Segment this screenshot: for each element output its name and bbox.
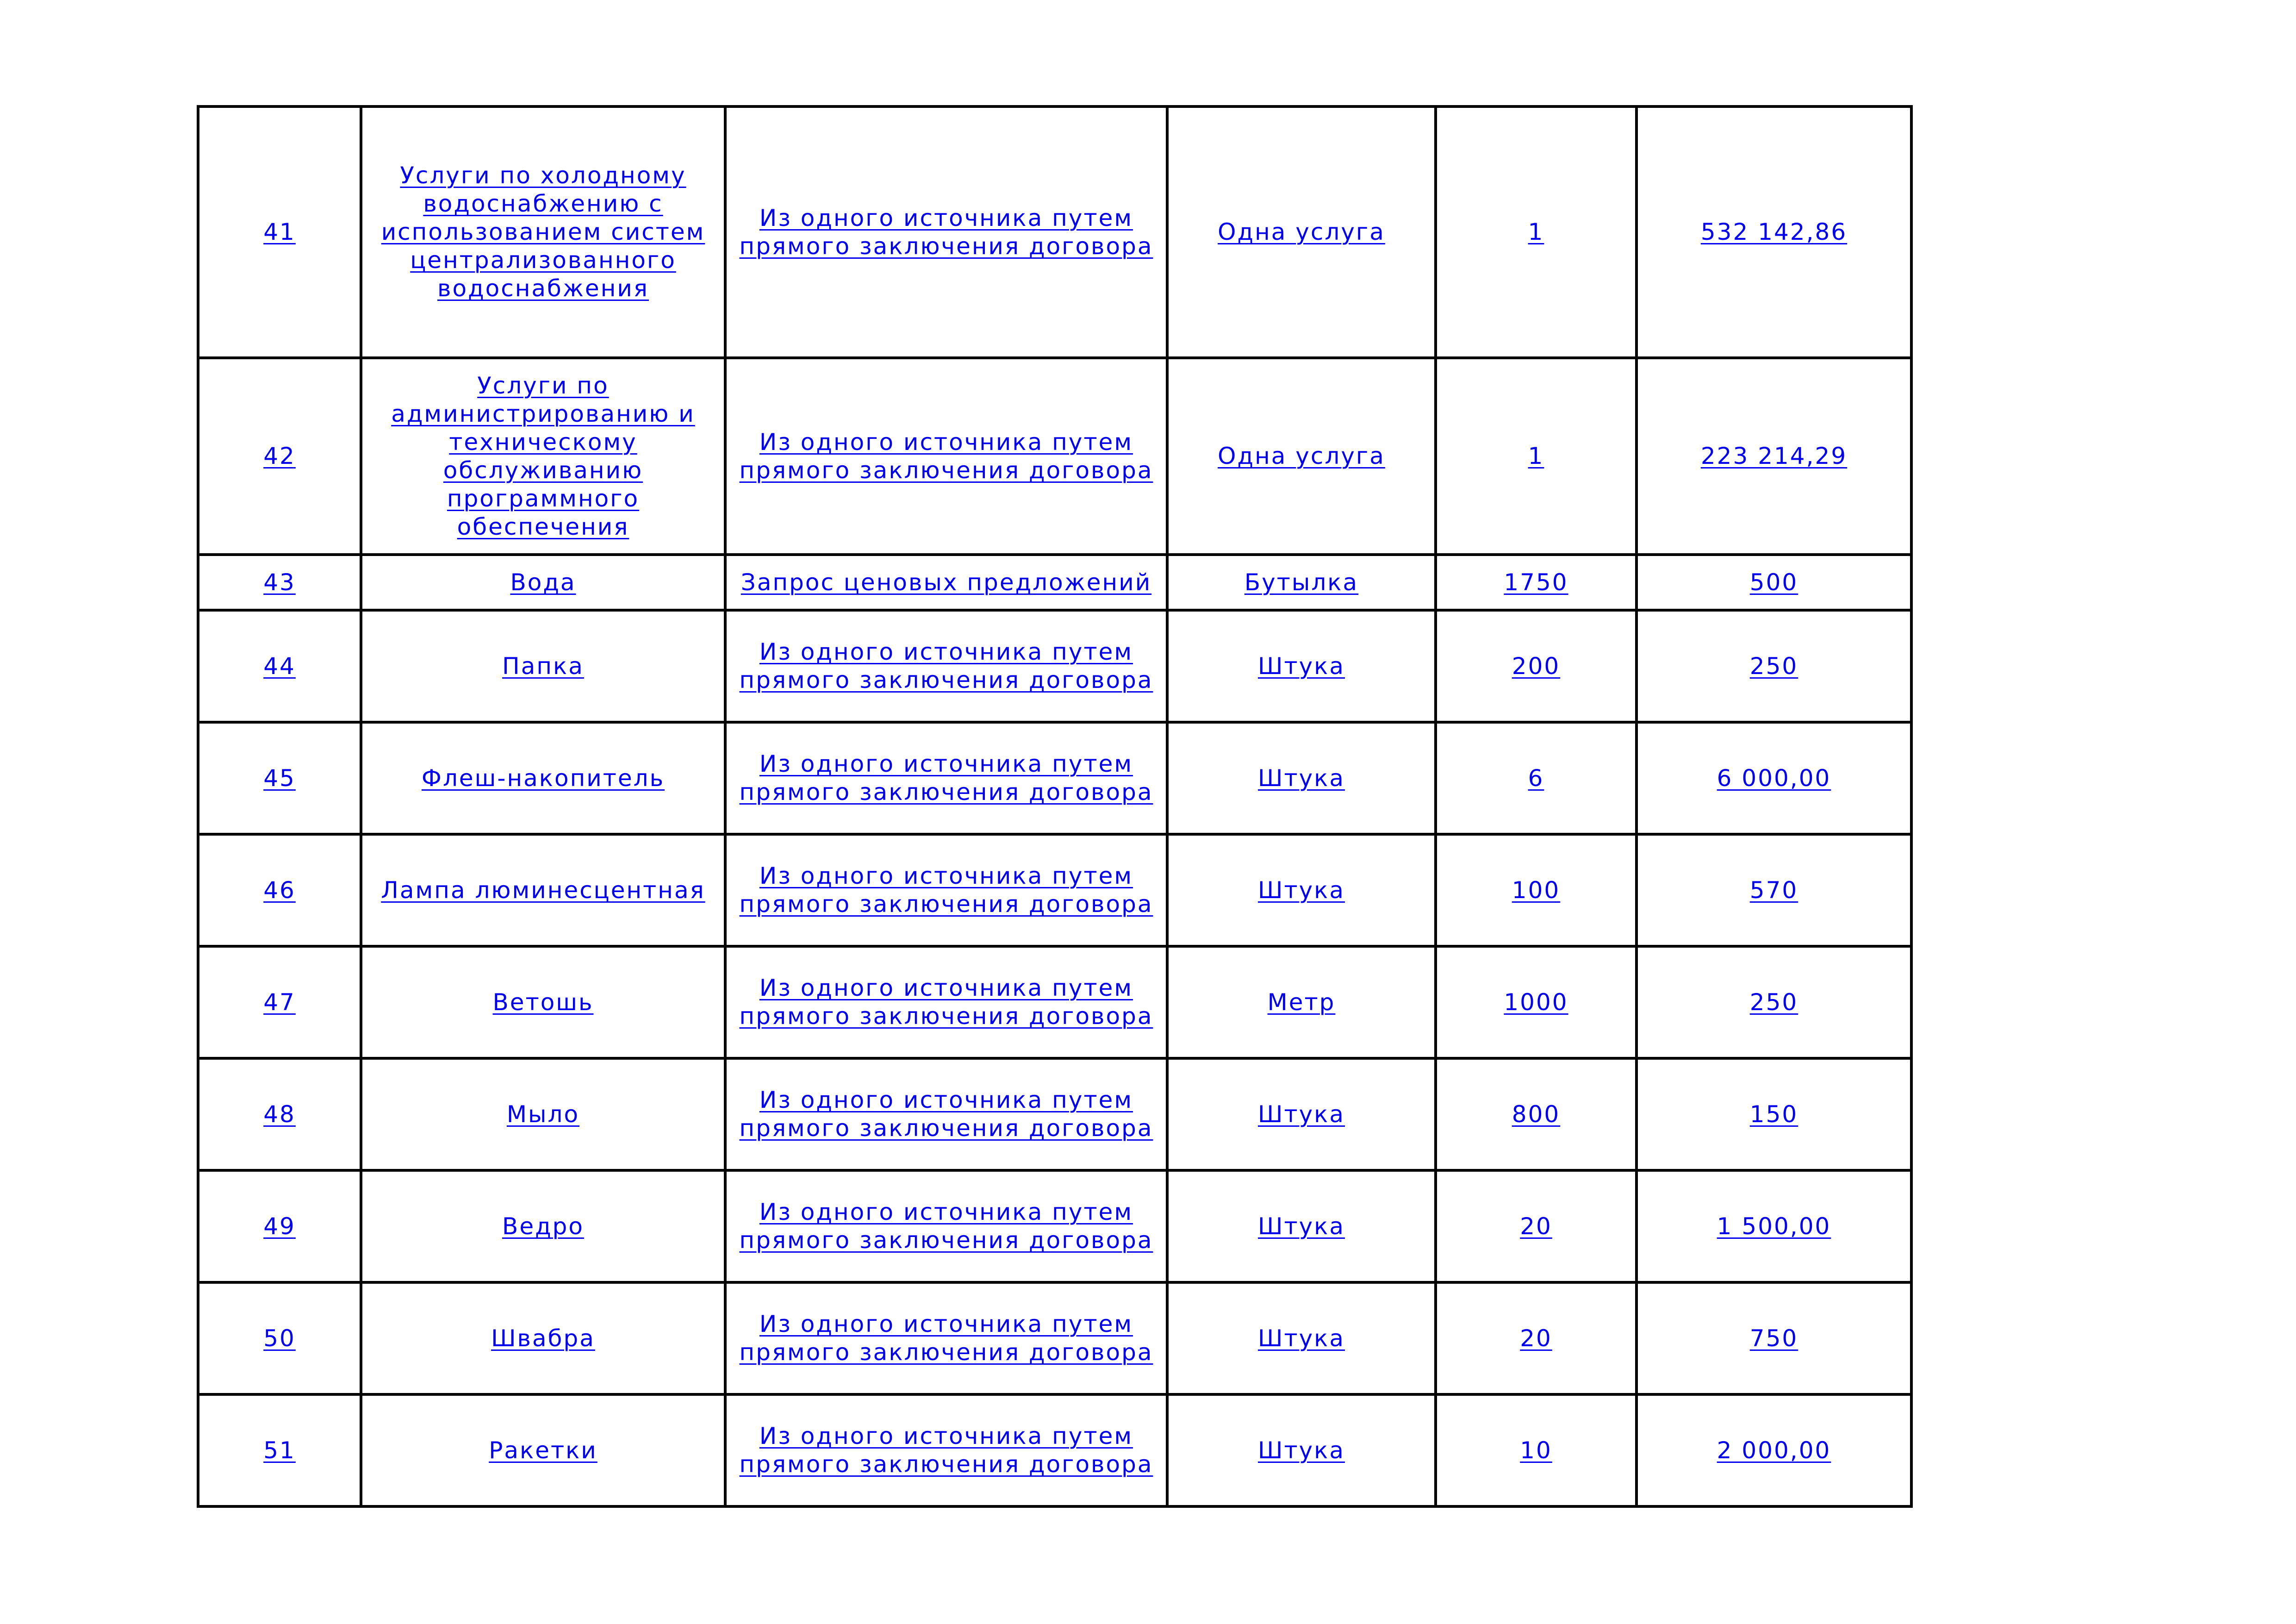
item-name-link[interactable]: Папка [502, 652, 584, 680]
price-cell [1636, 610, 1911, 722]
row-number-link[interactable]: 47 [263, 988, 296, 1016]
unit-cell [1167, 1170, 1436, 1282]
item-name-link[interactable]: Услуги по холодному водоснабжению с использованием систем централизованного водоснабжения [381, 162, 705, 302]
item-name-link[interactable]: Лампа люминесцентная [381, 876, 705, 904]
quantity-cell [1436, 610, 1636, 722]
item-name-link[interactable]: Вода [510, 568, 576, 596]
quantity-link[interactable]: 200 [1512, 652, 1561, 680]
item-name-link[interactable]: Ведро [502, 1212, 584, 1240]
procurement-table [197, 105, 1913, 1508]
unit-cell [1167, 555, 1436, 610]
quantity-link[interactable]: 100 [1512, 876, 1561, 904]
table-row [198, 1170, 1911, 1282]
unit-link[interactable]: Штука [1257, 876, 1345, 904]
unit-link[interactable]: Штука [1257, 1324, 1345, 1352]
unit-link[interactable]: Штука [1257, 652, 1345, 680]
quantity-cell [1436, 722, 1636, 834]
unit-link[interactable]: Штука [1257, 1212, 1345, 1240]
item-name-link[interactable]: Услуги по администрированию и техническому обслуживанию программного обеспечения [391, 372, 695, 540]
price-cell [1636, 946, 1911, 1058]
unit-cell [1167, 610, 1436, 722]
quantity-link[interactable]: 800 [1512, 1100, 1561, 1128]
quantity-link[interactable]: 1 [1528, 443, 1544, 469]
procurement-method-link[interactable]: Из одного источника путем прямого заключения договора [739, 750, 1153, 806]
row-number-link[interactable]: 45 [263, 764, 296, 792]
row-number-link[interactable]: 42 [263, 443, 296, 469]
procurement-method-link[interactable]: Из одного источника путем прямого заключения договора [739, 428, 1153, 484]
procurement-method-cell [725, 722, 1167, 834]
price-link[interactable]: 750 [1749, 1324, 1798, 1352]
table-row [198, 358, 1911, 555]
unit-link[interactable]: Одна услуга [1218, 443, 1385, 469]
item-name-link[interactable]: Ветошь [492, 988, 594, 1016]
quantity-cell [1436, 358, 1636, 555]
unit-link[interactable]: Одна услуга [1218, 219, 1385, 245]
procurement-method-link[interactable]: Из одного источника путем прямого заключения договора [739, 862, 1153, 918]
price-cell [1636, 358, 1911, 555]
unit-link[interactable]: Штука [1257, 1437, 1345, 1464]
procurement-method-link[interactable]: Из одного источника путем прямого заключения договора [739, 204, 1153, 260]
price-link[interactable]: 2 000,00 [1717, 1437, 1831, 1464]
quantity-link[interactable]: 10 [1520, 1437, 1552, 1464]
unit-cell [1167, 106, 1436, 358]
item-name-cell [361, 106, 725, 358]
item-name-cell [361, 610, 725, 722]
item-name-cell [361, 1394, 725, 1506]
row-number-link[interactable]: 46 [263, 876, 296, 904]
row-number-cell [198, 946, 361, 1058]
item-name-cell [361, 946, 725, 1058]
unit-cell [1167, 834, 1436, 946]
item-name-cell [361, 834, 725, 946]
row-number-cell [198, 1394, 361, 1506]
item-name-link[interactable]: Швабра [491, 1324, 595, 1352]
price-cell [1636, 722, 1911, 834]
procurement-method-link[interactable]: Из одного источника путем прямого заключения договора [739, 638, 1153, 693]
quantity-cell [1436, 1282, 1636, 1394]
item-name-cell [361, 1282, 725, 1394]
row-number-cell [198, 358, 361, 555]
quantity-cell [1436, 946, 1636, 1058]
quantity-link[interactable]: 20 [1520, 1324, 1552, 1352]
unit-cell [1167, 946, 1436, 1058]
quantity-cell [1436, 106, 1636, 358]
table-row [198, 1394, 1911, 1506]
price-link[interactable]: 1 500,00 [1717, 1212, 1831, 1240]
unit-cell [1167, 722, 1436, 834]
quantity-link[interactable]: 1000 [1504, 988, 1568, 1016]
quantity-link[interactable]: 1750 [1504, 568, 1568, 596]
quantity-cell [1436, 834, 1636, 946]
procurement-method-cell [725, 1282, 1167, 1394]
procurement-method-link[interactable]: Из одного источника путем прямого заключения договора [739, 1199, 1153, 1254]
procurement-method-cell [725, 610, 1167, 722]
procurement-method-cell [725, 946, 1167, 1058]
table-row [198, 106, 1911, 358]
row-number-link[interactable]: 43 [263, 568, 296, 596]
quantity-link[interactable]: 6 [1528, 764, 1544, 792]
unit-link[interactable]: Метр [1267, 988, 1336, 1016]
item-name-cell [361, 722, 725, 834]
unit-cell [1167, 1394, 1436, 1506]
price-cell [1636, 1170, 1911, 1282]
unit-cell [1167, 1058, 1436, 1170]
price-link[interactable]: 6 000,00 [1717, 764, 1831, 792]
table-row [198, 1282, 1911, 1394]
unit-cell [1167, 1282, 1436, 1394]
price-link[interactable]: 250 [1749, 988, 1798, 1016]
procurement-method-link[interactable]: Из одного источника путем прямого заключения договора [739, 1311, 1153, 1366]
quantity-link[interactable]: 20 [1520, 1212, 1552, 1240]
procurement-method-cell [725, 1394, 1167, 1506]
table-row [198, 555, 1911, 610]
item-name-cell [361, 555, 725, 610]
procurement-method-cell [725, 358, 1167, 555]
table-row [198, 834, 1911, 946]
quantity-cell [1436, 1170, 1636, 1282]
price-cell [1636, 106, 1911, 358]
price-cell [1636, 834, 1911, 946]
row-number-cell [198, 106, 361, 358]
price-link[interactable]: 570 [1749, 876, 1798, 904]
item-name-cell [361, 1170, 725, 1282]
procurement-method-link[interactable]: Из одного источника путем прямого заключения договора [739, 1087, 1153, 1142]
price-link[interactable]: 532 142,86 [1700, 219, 1848, 245]
price-link[interactable]: 500 [1749, 568, 1798, 596]
item-name-cell [361, 1058, 725, 1170]
row-number-cell [198, 555, 361, 610]
row-number-cell [198, 610, 361, 722]
unit-link[interactable]: Бутылка [1244, 568, 1359, 596]
price-cell [1636, 1282, 1911, 1394]
row-number-cell [198, 1282, 361, 1394]
procurement-method-cell [725, 1058, 1167, 1170]
row-number-cell [198, 834, 361, 946]
quantity-cell [1436, 1058, 1636, 1170]
table-row [198, 610, 1911, 722]
row-number-cell [198, 1058, 361, 1170]
row-number-cell [198, 1170, 361, 1282]
quantity-cell [1436, 555, 1636, 610]
row-number-link[interactable]: 50 [263, 1324, 296, 1352]
row-number-link[interactable]: 41 [263, 219, 296, 245]
price-cell [1636, 1058, 1911, 1170]
price-cell [1636, 555, 1911, 610]
procurement-method-cell [725, 1170, 1167, 1282]
price-link[interactable]: 150 [1749, 1100, 1798, 1128]
row-number-link[interactable]: 49 [263, 1212, 296, 1240]
item-name-cell [361, 358, 725, 555]
row-number-cell [198, 722, 361, 834]
procurement-method-link[interactable]: Из одного источника путем прямого заключения договора [739, 1423, 1153, 1478]
table-row [198, 1058, 1911, 1170]
unit-link[interactable]: Штука [1257, 1100, 1345, 1128]
procurement-method-cell [725, 555, 1167, 610]
row-number-link[interactable]: 44 [263, 652, 296, 680]
item-name-link[interactable]: Ракетки [489, 1437, 597, 1464]
procurement-method-link[interactable]: Из одного источника путем прямого заключения договора [739, 974, 1153, 1030]
row-number-link[interactable]: 51 [263, 1437, 296, 1464]
table-row [198, 722, 1911, 834]
table-row [198, 946, 1911, 1058]
item-name-link[interactable]: Флеш-накопитель [421, 764, 665, 792]
procurement-method-link[interactable]: Запрос ценовых предложений [740, 568, 1152, 596]
price-link[interactable]: 223 214,29 [1700, 443, 1848, 469]
unit-cell [1167, 358, 1436, 555]
item-name-link[interactable]: Мыло [506, 1100, 580, 1128]
quantity-cell [1436, 1394, 1636, 1506]
price-link[interactable]: 250 [1749, 652, 1798, 680]
procurement-method-cell [725, 106, 1167, 358]
quantity-link[interactable]: 1 [1528, 219, 1544, 245]
row-number-link[interactable]: 48 [263, 1100, 296, 1128]
unit-link[interactable]: Штука [1257, 764, 1345, 792]
procurement-method-cell [725, 834, 1167, 946]
price-cell [1636, 1394, 1911, 1506]
